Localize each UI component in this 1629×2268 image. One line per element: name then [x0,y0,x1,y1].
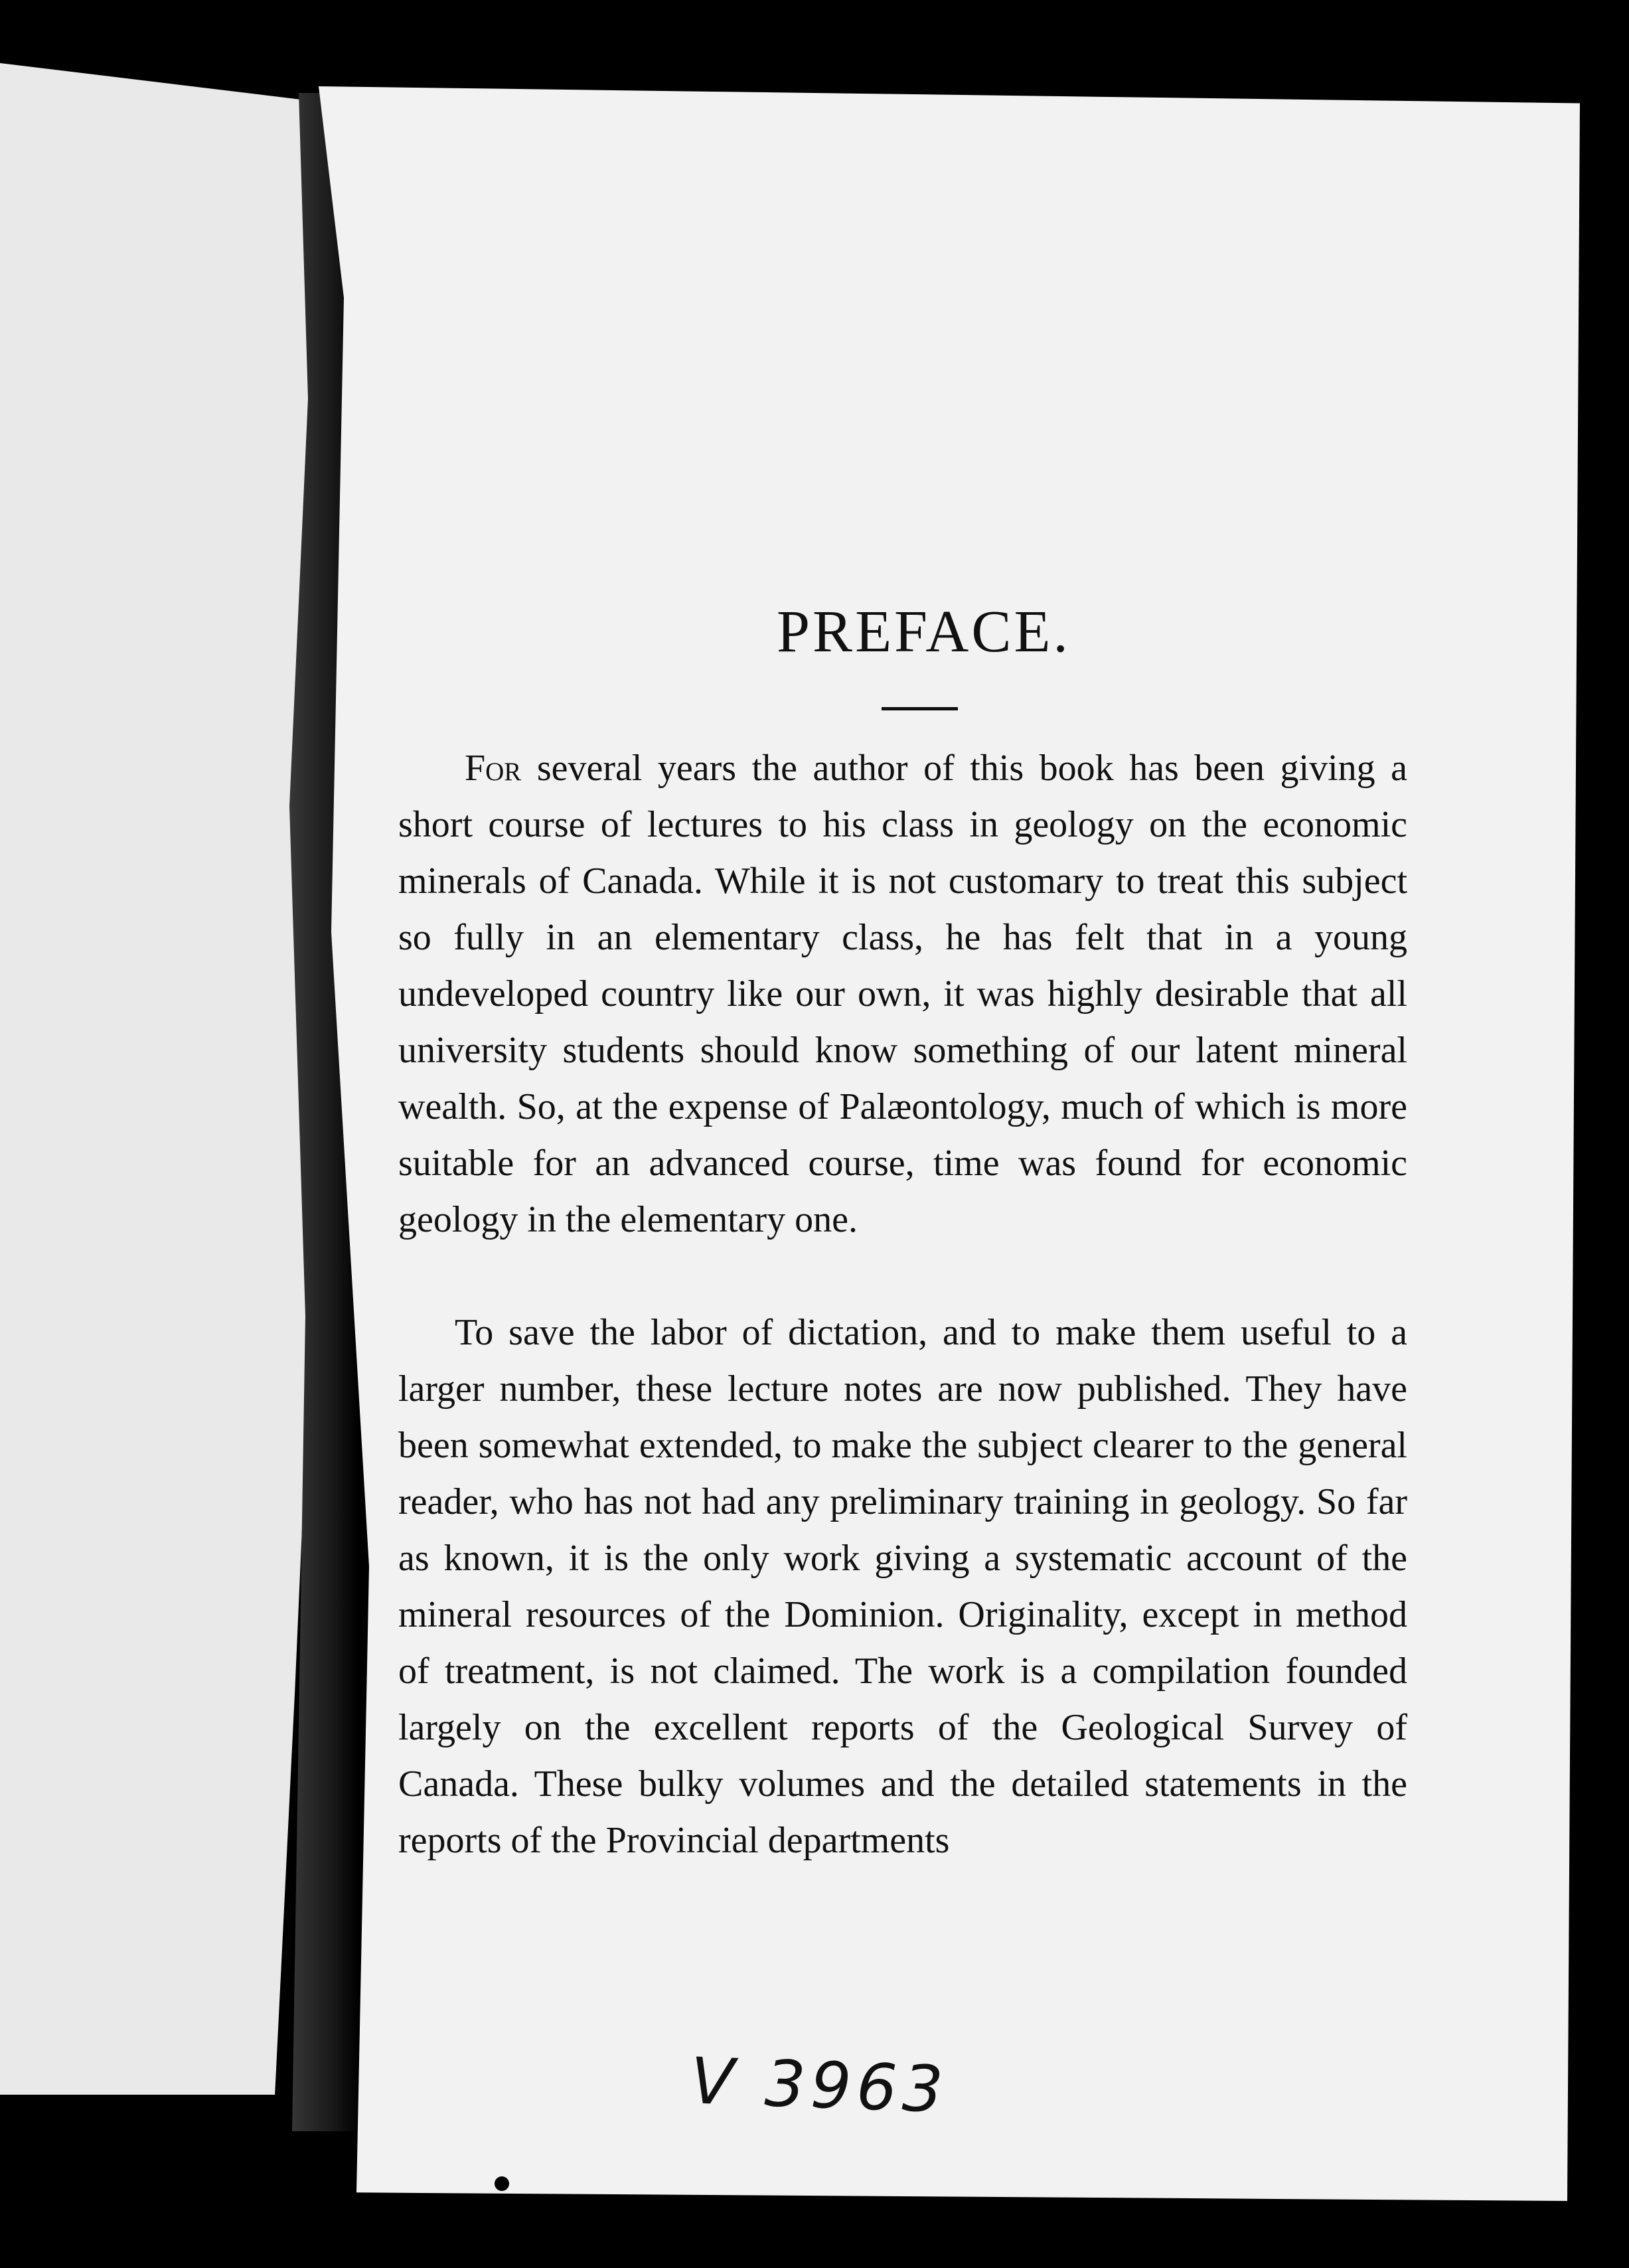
page-title: PREFACE. [777,599,1071,665]
paragraph-1-lead: For [465,748,522,789]
scan-speck [554,2247,564,2257]
title-rule [882,707,958,710]
scan-speck [495,2176,509,2191]
paragraph-1 [398,740,1407,1248]
handwritten-catalog-number: V 3963 [689,2044,950,2127]
paragraph-1-text: several years the author of this book has been giving a short course of lectures to his class in geology on the economic minerals of Canada. While it is not customary to treat this subject so fully in an elementary class, he has felt that in a young undeveloped country like our own, it was highly desirable that all university students should know something of our latent mineral wealth. So, at the expense of Palæontology, much of which is more suitable for an advanced course, time was found for economic geology in the elementary one. [398,748,1408,1240]
left-facing-page [0,63,335,2095]
scan-speck [143,17,183,43]
paragraph-2: To save the labor of dictation, and to make them useful to a larger number, these lecture notes are now published. They have been somewhat extended, to make the subject clearer to the general reader, who has not had any preliminary training in geology. So far as known, it is the only work giving a systematic account of the mineral resources of the Dominion. Originality, except in method of treatment, is not claimed. The work is a compilation founded largely on the excellent reports of the Geological Survey of Canada. These bulky volumes and the detailed statements in the reports of the Provincial departments [398,1312,1407,1861]
